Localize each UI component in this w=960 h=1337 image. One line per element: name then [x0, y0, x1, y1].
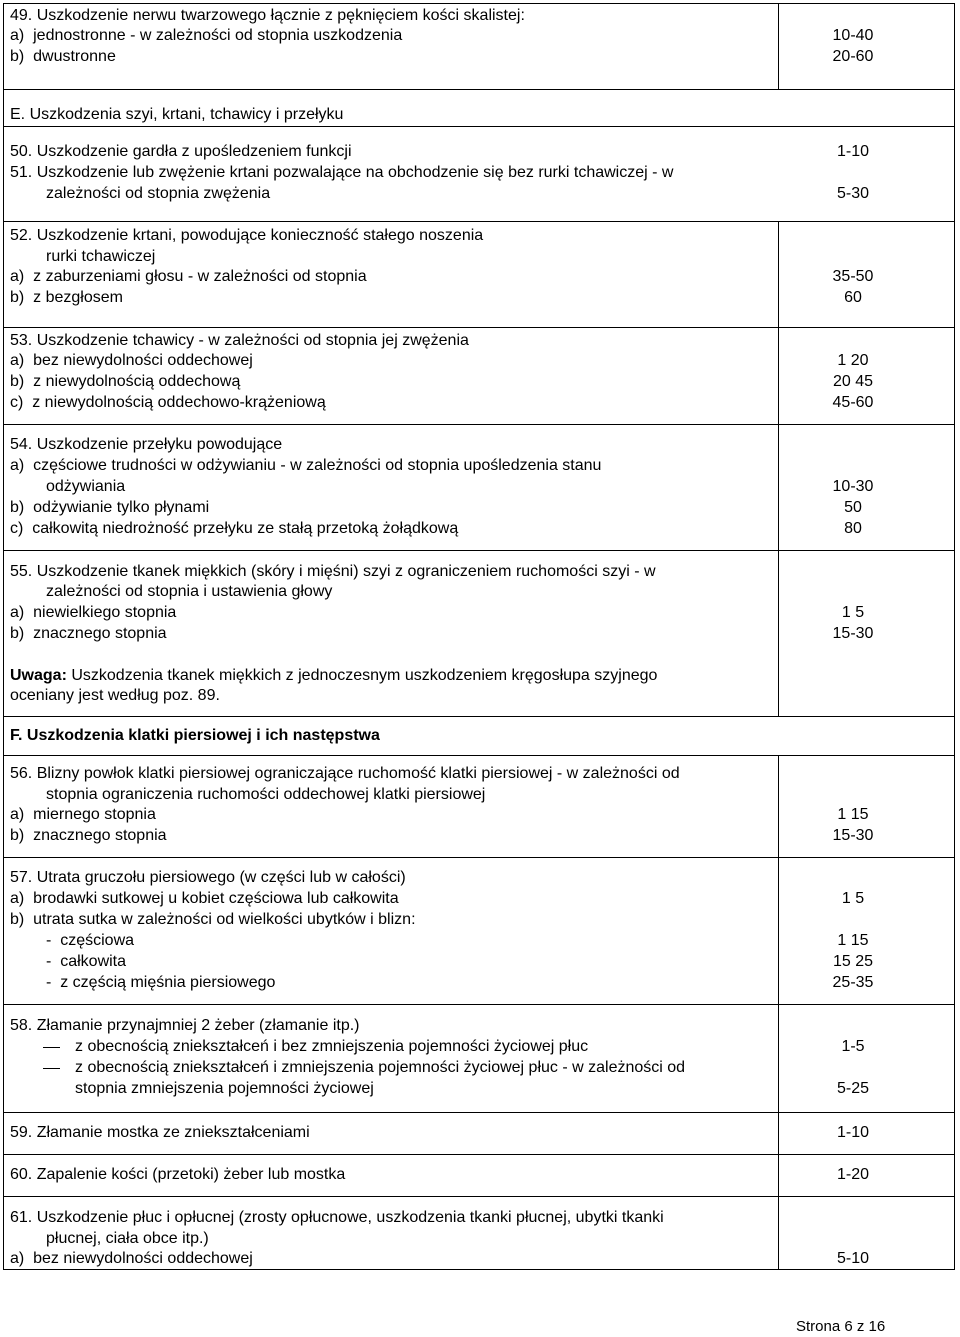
item-57-option-a: a) brodawki sutkowej u kobiet częściowa lub całkowita — [10, 890, 399, 907]
item-51-value: 5-30 — [836, 185, 870, 202]
row-divider — [3, 1154, 955, 1155]
item-54-option-b: b) odżywianie tylko płynami — [10, 499, 210, 516]
item-57-option-b: b) utrata sutka w zależności od wielkości ubytków i blizn: — [10, 911, 416, 928]
item-52-option-a: a) z zaburzeniami głosu - w zależności od stopnia — [10, 268, 367, 285]
dash-bullet — [43, 1068, 60, 1069]
item-58-option-b: z obecnością zniekształceń i zmniejszenia pojemności życiowej płuc - w zależności od — [75, 1059, 686, 1076]
row-divider — [3, 424, 955, 425]
item-53-value-b: 20 45 — [832, 373, 874, 390]
item-53-option-b: b) z niewydolnością oddechową — [10, 373, 241, 390]
item-53-value-c: 45-60 — [832, 394, 874, 411]
row-divider — [3, 857, 955, 858]
section-f-heading: F. Uszkodzenia klatki piersiowej i ich następstwa — [10, 727, 380, 744]
border-left — [3, 3, 4, 1269]
item-57-title: 57. Utrata gruczołu piersiowego (w części lub w całości) — [10, 869, 406, 886]
item-57-value-b2: 15 25 — [832, 953, 874, 970]
item-61-option-a: a) bez niewydolności oddechowej — [10, 1250, 253, 1267]
item-60-title: 60. Zapalenie kości (przetoki) żeber lub mostka — [10, 1166, 346, 1183]
item-53-option-a: a) bez niewydolności oddechowej — [10, 352, 253, 369]
row-divider — [3, 126, 955, 127]
item-49-value-b: 20-60 — [832, 48, 874, 65]
item-57-sub-1: - częściowa — [46, 932, 135, 949]
row-divider — [3, 1112, 955, 1113]
item-56-option-a: a) miernego stopnia — [10, 806, 156, 823]
item-51-title: 51. Uszkodzenie lub zwężenie krtani pozwalające na obchodzenie się bez rurki tchawiczej - w — [10, 164, 674, 181]
item-55-title-cont: zależności od stopnia i ustawienia głowy — [46, 583, 333, 600]
item-54-option-a: a) częściowe trudności w odżywianiu - w zależności od stopnia upośledzenia stanu — [10, 457, 602, 474]
item-55-option-b: b) znacznego stopnia — [10, 625, 167, 642]
item-57-sub-2: - całkowita — [46, 953, 127, 970]
item-52-title: 52. Uszkodzenie krtani, powodujące konieczność stałego noszenia — [10, 227, 484, 244]
column-divider — [778, 755, 779, 1269]
item-52-title-cont: rurki tchawiczej — [46, 248, 156, 265]
item-54-value-b: 50 — [844, 499, 862, 516]
note-line-1 — [10, 665, 657, 686]
item-56-value-a: 1 15 — [837, 806, 869, 823]
row-divider — [3, 3, 955, 4]
item-58-value-a: 1-5 — [841, 1038, 865, 1055]
dash-bullet — [43, 1047, 60, 1048]
row-divider — [3, 755, 955, 756]
item-54-option-a-cont: odżywiania — [46, 478, 126, 495]
item-59-value: 1-10 — [836, 1124, 870, 1141]
item-52-value-a: 35-50 — [832, 268, 874, 285]
item-52-option-b: b) z bezgłosem — [10, 289, 123, 306]
item-49-title: 49. Uszkodzenie nerwu twarzowego łącznie z pęknięciem kości skalistej: — [10, 7, 525, 24]
item-50-title: 50. Uszkodzenie gardła z upośledzeniem funkcji — [10, 143, 352, 160]
item-58-option-b-cont: stopnia zmniejszenia pojemności życiowej — [75, 1080, 374, 1097]
item-57-value-b3: 25-35 — [832, 974, 874, 991]
item-54-option-c: c) całkowitą niedrożność przełyku ze stałą przetoką żołądkową — [10, 520, 459, 537]
item-60-value: 1-20 — [836, 1166, 870, 1183]
item-55-title: 55. Uszkodzenie tkanek miękkich (skóry i mięśni) szyi z ograniczeniem ruchomości szyi - w — [10, 563, 656, 580]
item-56-title-cont: stopnia ograniczenia ruchomości oddechowej klatki piersiowej — [46, 786, 486, 803]
item-49-value-a: 10-40 — [832, 27, 874, 44]
note-line-2: oceniany jest według poz. 89. — [10, 687, 220, 704]
item-50-value: 1-10 — [836, 143, 870, 160]
row-divider — [3, 89, 955, 90]
item-54-value-c: 80 — [844, 520, 862, 537]
item-61-title: 61. Uszkodzenie płuc i opłucnej (zrosty opłucnowe, uszkodzenia tkanki płucnej, ubytki tkanki — [10, 1209, 664, 1226]
column-divider — [778, 221, 779, 716]
item-57-sub-3: - z częścią mięśnia piersiowego — [46, 974, 276, 991]
item-61-title-cont: płucnej, ciała obce itp.) — [46, 1230, 209, 1247]
column-divider — [778, 3, 779, 89]
row-divider — [3, 1196, 955, 1197]
item-55-value-b: 15-30 — [832, 625, 874, 642]
section-e-heading: E. Uszkodzenia szyi, krtani, tchawicy i przełyku — [10, 106, 344, 123]
item-58-value-b: 5-25 — [836, 1080, 870, 1097]
row-divider — [3, 1269, 955, 1270]
row-divider — [3, 221, 955, 222]
item-52-value-b: 60 — [844, 289, 862, 306]
item-56-title: 56. Blizny powłok klatki piersiowej ograniczające ruchomość klatki piersiowej - w zależności od — [10, 765, 680, 782]
item-57-value-a: 1 5 — [841, 890, 865, 907]
border-right — [954, 3, 955, 1269]
item-59-title: 59. Złamanie mostka ze zniekształceniami — [10, 1124, 310, 1141]
item-55-value-a: 1 5 — [841, 604, 865, 621]
item-53-option-c: c) z niewydolnością oddechowo-krążeniową — [10, 394, 326, 411]
item-53-title: 53. Uszkodzenie tchawicy - w zależności od stopnia jej zwężenia — [10, 332, 469, 349]
item-58-option-a: z obecnością zniekształceń i bez zmniejszenia pojemności życiowej płuc — [75, 1038, 589, 1055]
row-divider — [3, 716, 955, 717]
note-label: Uwaga: — [10, 667, 67, 684]
item-49-option-b: b) dwustronne — [10, 48, 116, 65]
item-57-value-b1: 1 15 — [837, 932, 869, 949]
item-56-value-b: 15-30 — [832, 827, 874, 844]
row-divider — [3, 550, 955, 551]
row-divider — [3, 327, 955, 328]
item-61-value-a: 5-10 — [836, 1250, 870, 1267]
item-55-option-a: a) niewielkiego stopnia — [10, 604, 177, 621]
item-53-value-a: 1 20 — [837, 352, 869, 369]
item-58-title: 58. Złamanie przynajmniej 2 żeber (złamanie itp.) — [10, 1017, 360, 1034]
item-54-title: 54. Uszkodzenie przełyku powodujące — [10, 436, 283, 453]
item-49-option-a: a) jednostronne - w zależności od stopnia uszkodzenia — [10, 27, 403, 44]
page-number: Strona 6 z 16 — [796, 1318, 886, 1335]
item-51-title-cont: zależności od stopnia zwężenia — [46, 185, 271, 202]
item-56-option-b: b) znacznego stopnia — [10, 827, 167, 844]
note-text: Uszkodzenia tkanek miękkich z jednoczesnym uszkodzeniem kręgosłupa szyjnego — [66, 667, 658, 684]
row-divider — [3, 1004, 955, 1005]
item-54-value-a: 10-30 — [832, 478, 874, 495]
